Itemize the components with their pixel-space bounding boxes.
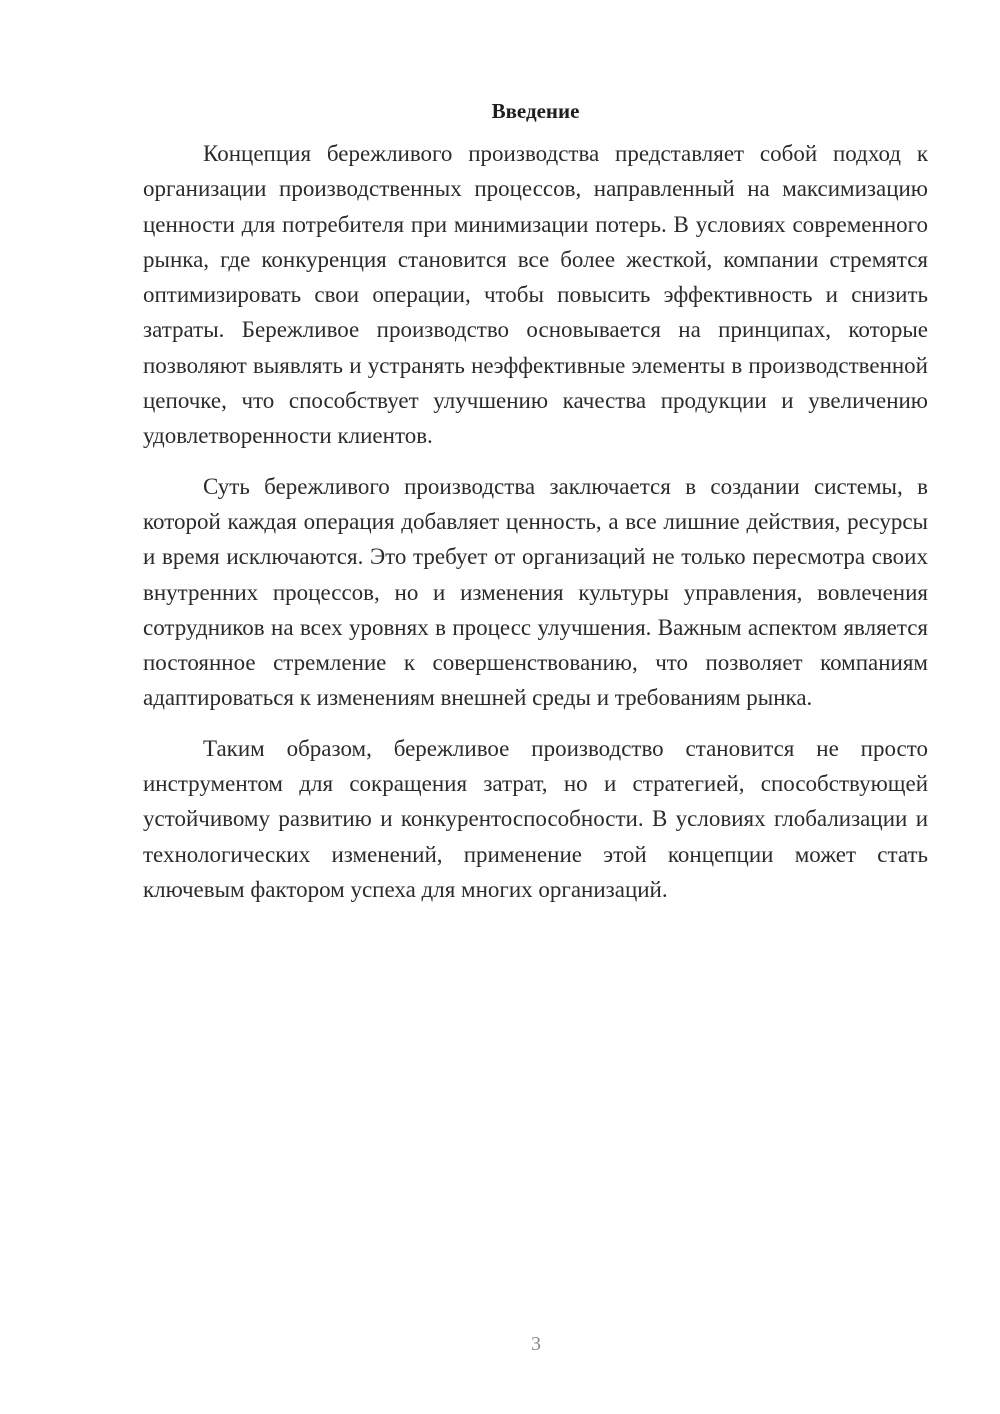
document-body [143,96,928,922]
paragraph-3: Таким образом, бережливое производство становится не просто инструментом для сокращения затрат, но и стратегией, способствующей устойчивому развитию и конкурентоспособности. В условиях глобализации и технологических изменений, применение этой концепции может стать ключевым фактором успеха для многих организаций. [143,735,928,902]
page-number: 3 [531,1333,541,1355]
paragraph-1: Концепция бережливого производства представляет собой подход к организации производственных процессов, направленный на максимизацию ценности для потребителя при минимизации потерь. В условиях современного рынка, где конкуренция становится все более жесткой, компании стремятся оптимизировать свои операции, чтобы повысить эффективность и снизить затраты. Бережливое производство основывается на принципах, которые позволяют выявлять и устранять неэффективные элементы в производственной цепочке, что способствует улучшению качества продукции и увеличению удовлетворенности клиентов. [143,141,928,449]
section-heading: Введение [491,99,580,123]
paragraph-2: Суть бережливого производства заключается в создании системы, в которой каждая операция добавляет ценность, а все лишние действия, ресурсы и время исключаются. Это требует от организаций не только пересмотра своих внутренних процессов, но и изменения культуры управления, вовлечения сотрудников на всех уровнях в процесс улучшения. Важным аспектом является постоянное стремление к совершенствованию, что позволяет компаниям адаптироваться к изменениям внешней среды и требованиям рынка. [143,473,928,711]
